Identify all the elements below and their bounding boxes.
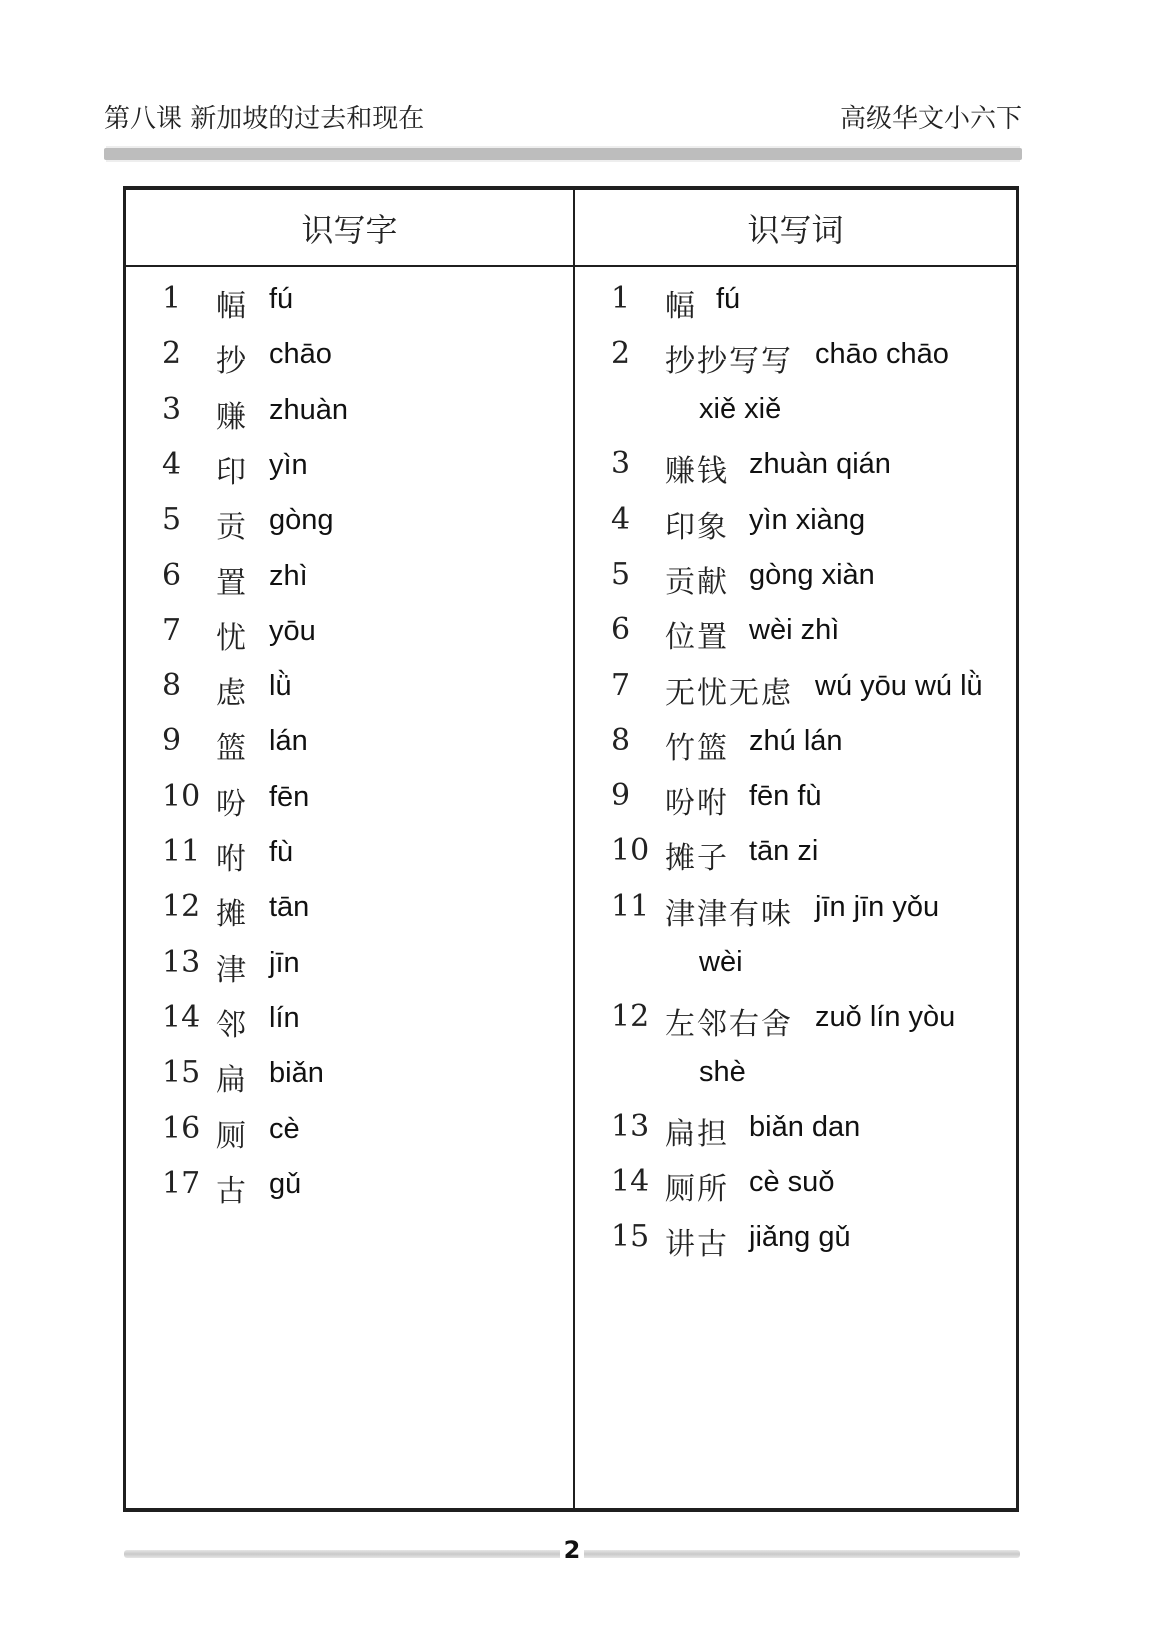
entry-hanzi: 摊子 [665, 841, 729, 877]
table-header-row [126, 190, 1016, 267]
character-entry [126, 1111, 573, 1166]
word-entry [575, 502, 1016, 557]
entry-number: 7 [162, 612, 182, 648]
entry-pinyin: fú [716, 283, 741, 315]
entry-hanzi: 讲古 [665, 1227, 729, 1263]
entry-hanzi: 贡 [216, 510, 248, 546]
entry-hanzi: 竹篮 [665, 730, 729, 766]
entry-hanzi: 摊 [216, 897, 248, 933]
character-entry [126, 281, 573, 336]
character-entry [126, 502, 573, 557]
entry-hanzi: 无忧无虑 [665, 675, 793, 711]
character-entry [126, 945, 573, 1000]
entry-pinyin: zhì [269, 559, 308, 592]
entry-pinyin: cè [269, 1112, 300, 1145]
entry-hanzi: 扁 [216, 1063, 248, 1099]
entry-hanzi: 津津有味 [665, 896, 793, 932]
word-entry [575, 557, 1016, 612]
words-column [575, 267, 1016, 1508]
entry-number: 16 [162, 1110, 201, 1146]
entry-hanzi: 印 [216, 454, 248, 490]
entry-number: 3 [162, 391, 182, 427]
entry-pinyin: chāo [269, 338, 332, 371]
entry-number: 6 [162, 557, 182, 593]
character-entry [126, 834, 573, 889]
entry-pinyin: wú yōu wú lǜ [815, 669, 983, 702]
entry-number: 1 [611, 281, 631, 316]
entry-pinyin: gòng [269, 504, 334, 537]
word-entry [575, 833, 1016, 888]
word-entry [575, 888, 1016, 978]
entry-hanzi: 吩咐 [665, 786, 729, 822]
entry-number: 13 [611, 1108, 650, 1144]
character-entry [126, 1166, 573, 1221]
entry-pinyin: zhuàn [269, 393, 349, 426]
entry-pinyin: zhú lán [749, 724, 843, 757]
entry-hanzi: 忧 [216, 620, 248, 656]
entry-hanzi: 咐 [216, 842, 248, 877]
entry-pinyin: jīn jīn yǒu [815, 890, 940, 923]
entry-pinyin: fēn fù [749, 780, 822, 813]
entry-number: 14 [162, 999, 201, 1035]
entry-hanzi: 扁担 [665, 1116, 729, 1152]
entry-number: 3 [611, 446, 631, 482]
entry-hanzi: 左邻右舍 [665, 1006, 793, 1042]
entry-hanzi: 厕所 [665, 1172, 729, 1207]
word-entry [575, 446, 1016, 501]
heading-characters: 识写字 [301, 210, 398, 249]
entry-hanzi: 虑 [216, 676, 248, 712]
entry-pinyin: biǎn [269, 1057, 324, 1090]
character-entry [126, 779, 573, 834]
entry-hanzi: 赚 [216, 399, 248, 435]
entry-pinyin: jiǎng gǔ [749, 1221, 851, 1254]
word-entry [575, 1109, 1016, 1164]
entry-hanzi: 篮 [216, 731, 248, 767]
entry-hanzi: 位置 [665, 620, 729, 656]
entry-hanzi: 津 [216, 952, 248, 988]
vocabulary-table [123, 186, 1019, 1512]
character-entry [126, 447, 573, 502]
entry-number: 1 [162, 281, 182, 316]
entry-number: 6 [611, 612, 631, 648]
character-entry [126, 613, 573, 668]
entry-pinyin: yìn xiàng [749, 503, 866, 536]
character-entry [126, 1000, 573, 1055]
character-entry [126, 723, 573, 778]
entry-number: 7 [611, 667, 631, 703]
entry-number: 2 [611, 336, 631, 372]
entry-pinyin: fú [269, 283, 294, 315]
entry-pinyin: zuǒ lín yòu [815, 1000, 956, 1033]
book-title: 高级华文小六下 [839, 104, 1022, 134]
entry-hanzi: 印象 [665, 509, 729, 545]
entry-number: 14 [611, 1164, 650, 1199]
entry-pinyin: lán [269, 725, 308, 758]
entry-hanzi: 幅 [216, 289, 248, 324]
entry-hanzi: 古 [216, 1173, 248, 1209]
entry-pinyin-continued: xiě xiě [699, 393, 782, 426]
entry-number: 11 [611, 888, 650, 924]
entry-number: 9 [162, 723, 182, 759]
word-entry [575, 1219, 1016, 1274]
character-entry [126, 889, 573, 944]
entry-pinyin: yōu [269, 614, 316, 647]
entry-number: 5 [611, 556, 631, 592]
word-entry [575, 281, 1016, 336]
character-entry [126, 668, 573, 723]
entry-pinyin: zhuàn qián [749, 448, 891, 481]
page-number: 2 [560, 1536, 584, 1564]
entry-number: 13 [162, 944, 201, 980]
entry-number: 12 [162, 889, 201, 925]
entry-pinyin: lǜ [269, 670, 292, 703]
entry-pinyin: yìn [269, 448, 308, 481]
entry-hanzi: 厕 [216, 1118, 248, 1154]
entry-number: 2 [162, 336, 182, 372]
characters-column [126, 267, 573, 1508]
entry-pinyin: tān zi [749, 835, 819, 868]
entry-pinyin: gǔ [269, 1167, 302, 1200]
entry-number: 15 [611, 1219, 650, 1255]
entry-hanzi: 吩 [216, 786, 248, 822]
entry-pinyin: fù [269, 836, 294, 868]
entry-number: 8 [611, 722, 631, 758]
entry-number: 11 [162, 834, 201, 869]
entry-pinyin: fēn [269, 780, 310, 813]
page-header [104, 98, 1022, 134]
entry-pinyin: wèi zhì [749, 614, 840, 647]
entry-number: 12 [611, 998, 650, 1034]
header-divider-bar [104, 148, 1022, 160]
character-entry [126, 1055, 573, 1110]
entry-pinyin: lín [269, 1001, 300, 1034]
character-entry [126, 392, 573, 447]
entry-hanzi: 贡献 [665, 564, 729, 600]
entry-hanzi: 置 [216, 565, 248, 601]
entry-number: 5 [162, 502, 182, 538]
heading-words: 识写词 [747, 210, 844, 249]
entry-number: 17 [162, 1165, 201, 1201]
word-entry [575, 723, 1016, 778]
entry-hanzi: 幅 [665, 289, 697, 324]
entry-hanzi: 抄 [216, 344, 248, 380]
entry-number: 9 [611, 778, 631, 814]
entry-pinyin: cè suǒ [749, 1166, 835, 1198]
entry-hanzi: 抄抄写写 [665, 344, 793, 380]
entry-number: 8 [162, 668, 182, 704]
entry-number: 10 [162, 778, 201, 814]
entry-number: 4 [162, 446, 182, 482]
word-entry [575, 998, 1016, 1088]
character-entry [126, 558, 573, 613]
entry-pinyin: gòng xiàn [749, 558, 875, 591]
entry-pinyin: biǎn dan [749, 1110, 861, 1143]
word-entry [575, 668, 1016, 723]
lesson-title: 第八课 新加坡的过去和现在 [104, 104, 425, 134]
entry-pinyin: tān [269, 891, 310, 924]
entry-pinyin: chāo chāo [815, 338, 949, 371]
entry-hanzi: 赚钱 [665, 454, 729, 490]
entry-number: 10 [611, 833, 650, 869]
character-entry [126, 336, 573, 391]
entry-number: 15 [162, 1055, 201, 1091]
entry-pinyin: jīn [269, 946, 300, 979]
word-entry [575, 778, 1016, 833]
entry-pinyin-continued: wèi [699, 945, 743, 978]
word-entry [575, 612, 1016, 667]
word-entry [575, 336, 1016, 426]
entry-pinyin-continued: shè [699, 1055, 746, 1088]
entry-hanzi: 邻 [216, 1007, 248, 1043]
word-entry [575, 1164, 1016, 1219]
entry-number: 4 [611, 501, 631, 537]
